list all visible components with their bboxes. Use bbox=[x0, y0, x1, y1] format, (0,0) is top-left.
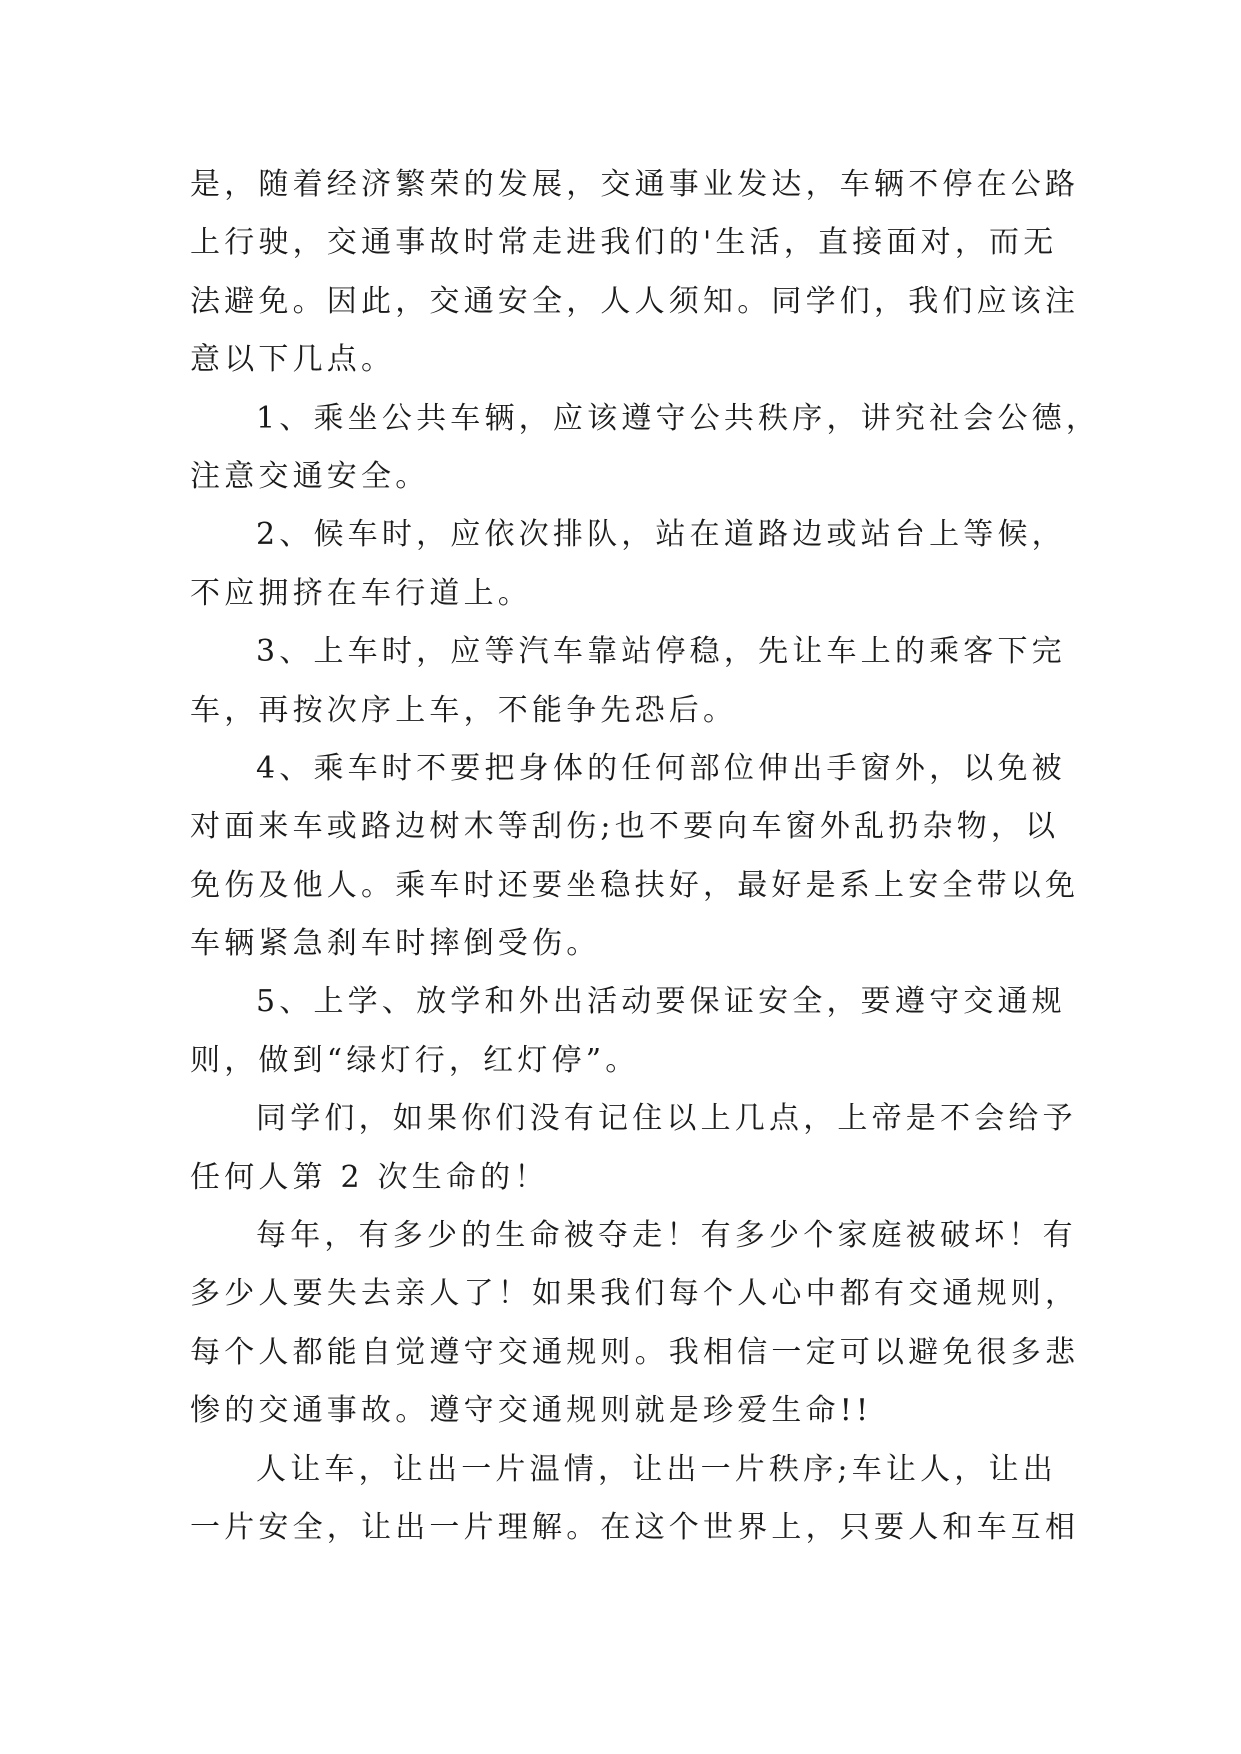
text-line: 免伤及他人。乘车时还要坐稳扶好，最好是系上安全带以免 bbox=[190, 867, 1080, 903]
text-line: 惨的交通事故。遵守交通规则就是珍爱生命!! bbox=[190, 1393, 873, 1429]
document-body bbox=[190, 156, 1101, 1557]
text-line: 则，做到“绿灯行，红灯停”。 bbox=[190, 1042, 640, 1078]
text-line: 对面来车或路边树木等刮伤;也不要向车窗外乱扔杂物，以 bbox=[190, 809, 1060, 845]
text-line: 车辆紧急刹车时摔倒受伤。 bbox=[190, 926, 601, 962]
text-line: 5、上学、放学和外出活动要保证安全，要遵守交通规 bbox=[256, 984, 1066, 1020]
text-line: 不应拥挤在车行道上。 bbox=[190, 575, 532, 611]
text-line: 4、乘车时不要把身体的任何部位伸出手窗外，以免被 bbox=[256, 750, 1066, 786]
text-line: 每个人都能自觉遵守交通规则。我相信一定可以避免很多悲 bbox=[190, 1334, 1080, 1370]
text-line: 1、乘坐公共车辆，应该遵守公共秩序，讲究社会公德， bbox=[256, 400, 1101, 436]
text-line: 上行驶，交通事故时常走进我们的'生活，直接面对，而无 bbox=[190, 225, 1058, 261]
text-line: 每年，有多少的生命被夺走！有多少个家庭被破坏！有 bbox=[256, 1218, 1077, 1254]
text-line: 车，再按次序上车，不能争先恐后。 bbox=[190, 692, 738, 728]
text-line: 多少人要失去亲人了！如果我们每个人心中都有交通规则， bbox=[190, 1276, 1080, 1312]
text-line: 是，随着经济繁荣的发展，交通事业发达，车辆不停在公路 bbox=[190, 167, 1080, 202]
text-line: 同学们，如果你们没有记住以上几点，上帝是不会给予 bbox=[256, 1101, 1077, 1137]
text-line: 3、上车时，应等汽车靠站停稳，先让车上的乘客下完 bbox=[256, 634, 1066, 670]
text-line: 2、候车时，应依次排队，站在道路边或站台上等候， bbox=[256, 517, 1066, 553]
text-line: 法避免。因此，交通安全，人人须知。同学们，我们应该注 bbox=[190, 283, 1080, 319]
text-line: 注意交通安全。 bbox=[190, 458, 430, 494]
text-line: 任何人第 2 次生命的！ bbox=[190, 1159, 549, 1195]
text-line: 人让车，让出一片温情，让出一片秩序;车让人，让出 bbox=[256, 1451, 1057, 1487]
text-line: 意以下几点。 bbox=[190, 342, 396, 378]
text-line: 一片安全，让出一片理解。在这个世界上，只要人和车互相 bbox=[190, 1509, 1080, 1545]
